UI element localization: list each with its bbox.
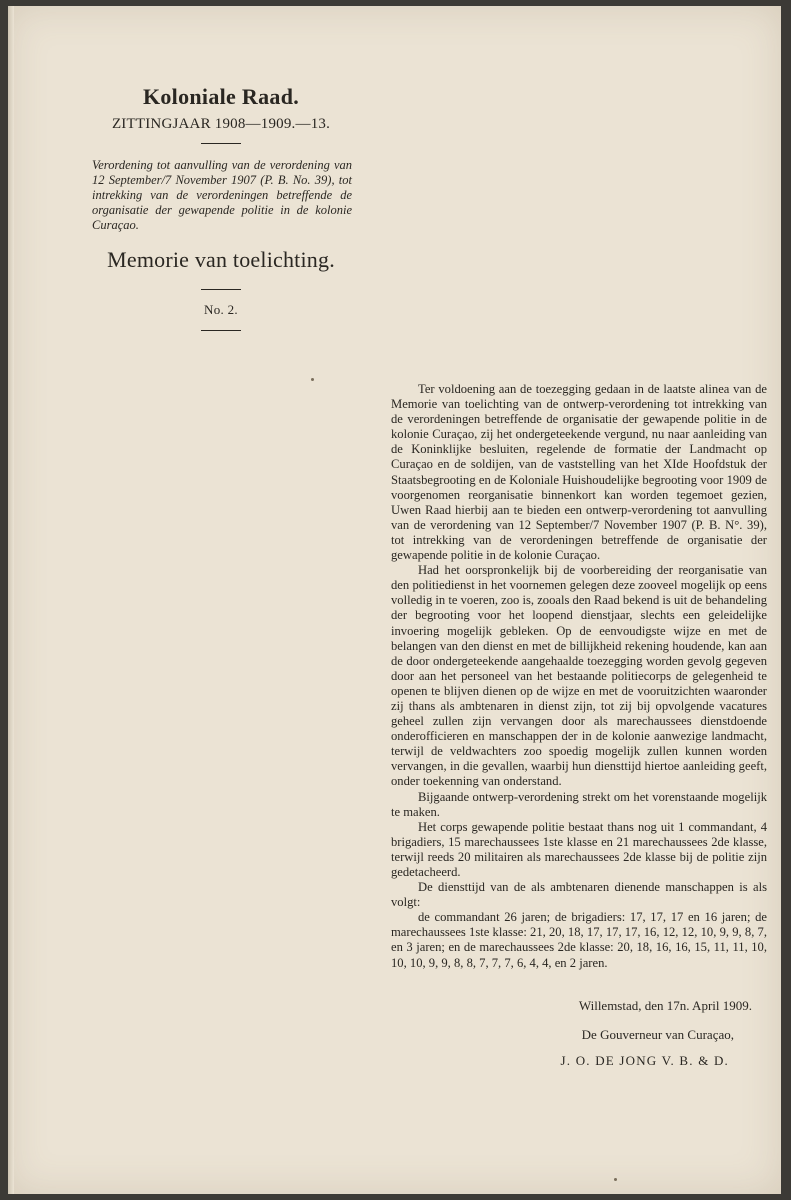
paper-speck [614, 1178, 617, 1181]
document-type-heading: Memorie van toelichting. [107, 247, 335, 272]
paragraph: Het corps gewapende politie bestaat thans nog uit 1 commandant, 4 brigadiers, 15 marechaussees 1ste klasse en 21 marechaussees 2de klasse, terwijl reeds 20 militairen als marechaussees 2de klasse bij de politie zijn gedetacheerd. [391, 819, 767, 879]
paragraph: de commandant 26 jaren; de brigadiers: 17, 17, 17 en 16 jaren; de marechaussees 1ste klasse: 21, 20, 18, 17, 17, 17, 16, 12, 12, 10, 9, 9, 8, 7, en 3 jaren; en de marechaussees 2de klasse: 20, 18, 16, 16, 15, 11, 11, 10, 10, 10, 9, 9, 8, 8, 7, 7, 7, 6, 4, 4, en 2 jaren. [391, 910, 767, 970]
paragraph: Had het oorspronkelijk bij de voorbereiding der reorganisatie van den politiedienst in het voornemen gelegen deze zooveel mogelijk op eens volledig in te voeren, zoo is, zooals den Raad bekend is uit de behandeling der begrooting voor het loopend dienstjaar, slechts een geleidelijke invoering mogelijk gebleken. Op de eenvoudigste wijze en met de belangen van den dienst en met de billijkheid rekening houdende, kan aan de door ondergeteekende aangehaalde toezegging worden gevolg gegeven door aan het personeel van het bestaande politiecorps de gelegenheid te openen te blijven dienen op de wijze en met de vooruitzichten waaronder zij thans als ambtenaren in dienst zijn, tot zij bij opvolgende vacatures geheel zullen zijn vervangen door als marechaussees dienstdoende onderofficieren en manschappen der in de kolonie aanwezige landmacht, terwijl de veldwachters zoo spoedig mogelijk zullen kunnen worden vervangen, in die gevallen, waarbij hun diensttijd hiertoe aanleiding geeft, onder toekenning van onderstand. [391, 563, 767, 789]
divider [201, 330, 241, 331]
ordinance-subject: Verordening tot aanvulling van de verordening van 12 September/7 November 1907 (P. B. No. 39), tot intrekking van de verordeningen betreffende de organisatie der gewapende politie in de kolonie Curaçao. [92, 158, 352, 232]
header-block [90, 84, 352, 331]
paper-speck [311, 378, 314, 381]
divider [201, 143, 241, 144]
signatory-name: J. O. DE JONG V. B. & D. [560, 1053, 729, 1068]
signatory-title: De Gouverneur van Curaçao, [581, 1027, 734, 1042]
divider [201, 289, 241, 290]
place-date: Willemstad, den 17n. April 1909. [578, 998, 752, 1013]
paragraph: Bijgaande ontwerp-verordening strekt om het vorenstaande mogelijk te maken. [391, 789, 767, 819]
document-number: No. 2. [204, 302, 238, 317]
memorandum-body [391, 382, 767, 971]
document-page [8, 6, 781, 1194]
paragraph: Ter voldoening aan de toezegging gedaan in de laatste alinea van de Memorie van toelichting van de ontwerp-verordening tot intrekking van de verordeningen betreffende de organisatie der gewapende politie in de kolonie Curaçao, zij het ondergeteekende vergund, nu naar aanleiding van de Koninklijke besluiten, regelende de formatie der Landmacht op Curaçao en de soldijen, van de vaststelling van het XIde Hoofdstuk der Staatsbegrooting en de Koloniale Huishoudelijke begrooting voor 1909 de voorgenomen reorganisatie binnenkort kan worden tegemoet gezien, Uwen Raad hierbij aan te bieden een ontwerp-verordening tot aanvulling van de verordening van 12 September/7 November 1907 (P. B. N°. 39), tot intrekking van de verordeningen betreffende de organisatie der gewapende politie in de kolonie Curaçao. [391, 382, 767, 563]
page-spine-shadow [8, 6, 14, 1194]
paragraph: De diensttijd van de als ambtenaren dienende manschappen is als volgt: [391, 880, 767, 910]
council-title: Koloniale Raad. [142, 84, 300, 109]
session-year: ZITTINGJAAR 1908—1909.—13. [111, 116, 331, 132]
